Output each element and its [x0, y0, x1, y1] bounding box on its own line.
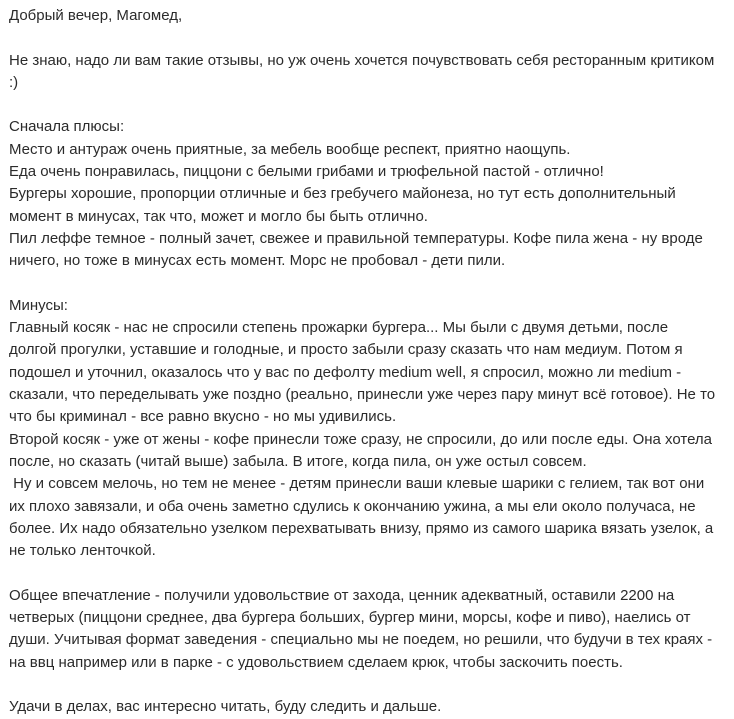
cons-line: подошел и уточнил, оказалось что у вас по дефолту medium well, я спросил, можно ли medium - [9, 363, 682, 381]
paragraph-gap [9, 674, 727, 696]
cons-line: Второй косяк - уже от жены - кофе принесли тоже сразу, не спросили, до или после еды. Она хотела [9, 430, 713, 448]
closing-line: Удачи в делах, вас интересно читать, буду следить и дальше. [9, 698, 442, 716]
cons-line: более. Их надо обязательно узелком перехватывать внизу, прямо из самого шарика вязать узелок, а [9, 519, 714, 537]
pros-heading: Сначала плюсы: [9, 118, 125, 136]
cons-line: долгой прогулки, уставшие и голодные, и просто забыли сразу сказать что нам медиум. Потом я [9, 341, 683, 359]
overall-line: на ввц например или в парке - с удовольствием сделаем крюк, чтобы заскочить поесть. [9, 653, 623, 671]
review-letter [9, 5, 727, 719]
overall-line: Общее впечатление - получили удовольствие от захода, ценник адекватный, оставили 2200 на [9, 586, 675, 604]
pros-line: Место и антураж очень приятные, за мебель вообще респект, приятно наощупь. [9, 140, 571, 158]
paragraph-gap [9, 94, 727, 116]
cons-line: Ну и совсем мелочь, но тем не менее - детям принесли ваши клевые шарики с гелием, так вот они [9, 475, 705, 493]
pros-line: Еда очень понравилась, пиццони с белыми грибами и трюфельной пастой - отлично! [9, 163, 604, 181]
cons-line: что бы криминал - все равно вкусно - но мы удивились. [9, 408, 397, 426]
intro-line: Не знаю, надо ли вам такие отзывы, но уж очень хочется почувствовать себя ресторанным критиком [9, 51, 715, 69]
paragraph-gap [9, 27, 727, 49]
pros-line: Бургеры хорошие, пропорции отличные и без гребучего майонеза, но тут есть дополнительный [9, 185, 676, 203]
overall-line: четверых (пиццони среднее, два бургера больших, бургер мини, морсы, кофе и пиво), наелись от [9, 609, 691, 627]
paragraph-gap [9, 273, 727, 295]
cons-line: Главный косяк - нас не спросили степень прожарки бургера... Мы были с двумя детьми, после [9, 319, 669, 337]
intro-line: :) [9, 73, 19, 91]
cons-line: не только ленточкой. [9, 542, 156, 560]
cons-heading: Минусы: [9, 296, 68, 314]
pros-line: момент в минусах, так что, может и могло бы быть отлично. [9, 207, 428, 225]
cons-line: их плохо завязали, и оба очень заметно сдулись к окончанию ужина, а мы ели около получаса, не [9, 497, 696, 515]
cons-line: сказали, что переделывать уже поздно (реально, принесли уже через пару минут всё готовое). Не то [9, 386, 716, 404]
pros-line: Пил леффе темное - полный зачет, свежее и правильной температуры. Кофе пила жена - ну вроде [9, 229, 703, 247]
pros-line: ничего, но тоже в минусах есть момент. Морс не пробовал - дети пили. [9, 252, 506, 270]
cons-line: после, но сказать (читай выше) забыла. В итоге, когда пила, он уже остыл совсем. [9, 452, 587, 470]
overall-line: души. Учитывая формат заведения - специально мы не поедем, но решили, что будучи в тех краях - [9, 631, 713, 649]
paragraph-gap [9, 562, 727, 584]
greeting: Добрый вечер, Магомед, [9, 7, 183, 24]
